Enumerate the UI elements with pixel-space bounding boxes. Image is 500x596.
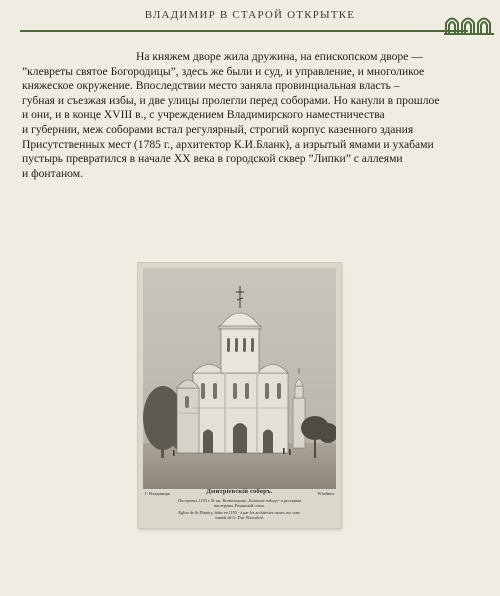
text-line: и они, и в конце XVIII в., с учреждением Владимирского наместничества	[22, 108, 385, 122]
text-line: Присутственных мест (1785 г., архитектор К.И.Бланк), а изрытый ямами и ухабами	[22, 137, 434, 151]
text-line: губная и съезжая избы, и две улицы пролегли перед соборами. Но канули в прошлое	[22, 93, 440, 107]
postcard-city-latin: Wladimir	[317, 491, 334, 496]
page-header	[0, 0, 500, 44]
arches-logo-icon	[444, 13, 494, 35]
running-title: ВЛАДИМИР В СТАРОЙ ОТКРЫТКЕ	[144, 9, 356, 21]
caption-ru-2: мастерами. Романскій стиль.	[213, 503, 266, 508]
caption-fr-1: Eglise de St Dimitry, bâtie en 1193 - à par les architectes russes sur com-	[178, 510, 301, 515]
postcard-caption	[143, 489, 336, 525]
text-line: и губернии, меж соборами встал регулярный, строгий корпус казенного здания	[22, 122, 414, 136]
text-line: ”клевреты святое Богородицы”, здесь же были и суд, и управление, и многоликое	[22, 64, 425, 78]
postcard	[138, 263, 341, 528]
postcard-city: Г. Владимиръ.	[145, 491, 172, 496]
postcard-title: Дмитріевскій соборъ.	[206, 488, 273, 495]
text-line: и фонтаном.	[22, 166, 83, 180]
text-line: княжеское окружение. Впоследствии место заняла провинциальная власть –	[22, 79, 400, 93]
text-line: пустырь превратился в начале XX века в городской сквер ”Липки” с аллеями	[22, 152, 403, 166]
cathedral-illustration	[143, 268, 336, 489]
header-rule	[20, 30, 468, 32]
text-line: На княжем дворе жила дружина, на епископском дворе —	[136, 50, 423, 63]
cathedral-photo	[143, 268, 336, 489]
body-text	[22, 50, 466, 181]
caption-ru-1: Построенъ 1193 г. В. кн. Всеволодомъ „Большое гнѣздо“ и русскими	[178, 498, 301, 503]
caption-fr-2: mande de G. Duc Wsevolod.	[215, 515, 264, 520]
